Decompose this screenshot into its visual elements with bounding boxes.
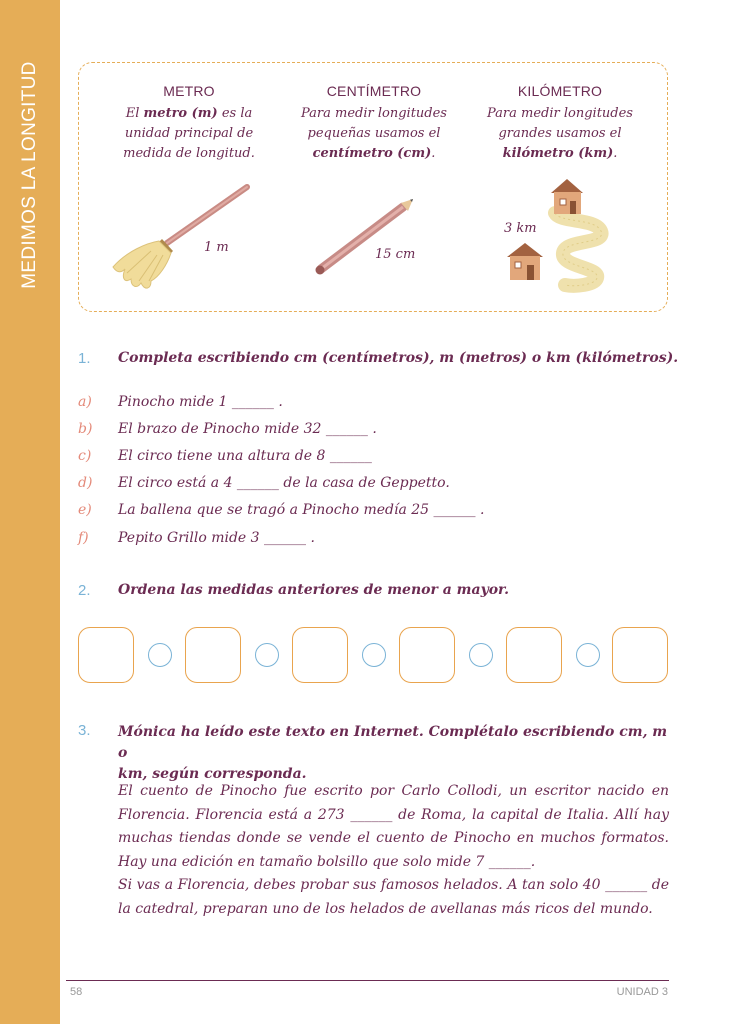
footer-divider: [66, 980, 669, 981]
broom-icon: [107, 181, 252, 296]
item-text: El circo tiene una altura de 8 ______: [118, 448, 372, 464]
question-3-number: 3.: [78, 722, 91, 739]
item-text: Pepito Grillo mide 3 ______ .: [118, 530, 315, 546]
answer-box[interactable]: [78, 627, 134, 683]
question-2-number: 2.: [78, 582, 91, 599]
centimetro-title: CENTÍMETRO: [326, 83, 422, 99]
kilometro-description: Para medir longitudes grandes usamos el kilómetro (km).: [487, 106, 633, 161]
reading-paragraph-1: El cuento de Pinocho fue escrito por Carlo Collodi, un escritor nacido en Florencia. Florencia está a 273 ______ de Roma, la capital de Italia. Allí hay muchas tiendas donde se vende el cuento de Pinocho en muchos formatos. Hay una edición en tamaño bolsillo que solo mide 7 ______.: [118, 783, 669, 870]
page-number: 58: [70, 986, 83, 998]
kilometro-column: [475, 83, 645, 164]
question-3-prompt: Mónica ha leído este texto en Internet. Complétalo escribiendo cm, m o km, según corresponda.: [118, 724, 668, 782]
centimetro-description: Para medir longitudes pequeñas usamos el centímetro (cm).: [301, 106, 447, 161]
reading-paragraph-2: Si vas a Florencia, debes probar sus famosos helados. A tan solo 40 ______ de la catedral, preparan uno de los helados de avellanas más ricos del mundo.: [118, 877, 669, 917]
kilometro-title: KILÓMETRO: [517, 83, 603, 99]
centimetro-image-label: 15 cm: [375, 247, 416, 262]
answer-box[interactable]: [612, 627, 668, 683]
question-1-number: 1.: [78, 350, 91, 367]
sidebar-title: MEDIMOS LA LONGITUD: [19, 61, 40, 289]
pencil-icon: [311, 195, 421, 280]
units-info-box: [78, 62, 668, 312]
reading-text: [118, 780, 669, 921]
question-2-prompt: Ordena las medidas anteriores de menor a mayor.: [118, 582, 510, 598]
answer-box[interactable]: [185, 627, 241, 683]
question-1-prompt: Completa escribiendo cm (centímetros), m (metros) o km (kilómetros).: [118, 350, 679, 366]
comparison-circle[interactable]: [362, 643, 386, 667]
unit-label: UNIDAD 3: [616, 986, 668, 998]
item-text: El circo está a 4 ______ de la casa de Geppetto.: [118, 475, 450, 491]
kilometro-image-label: 3 km: [504, 221, 537, 236]
comparison-circle[interactable]: [469, 643, 493, 667]
item-text: Pinocho mide 1 ______ .: [118, 394, 283, 410]
answer-box[interactable]: [506, 627, 562, 683]
answer-box[interactable]: [292, 627, 348, 683]
item-text: La ballena que se tragó a Pinocho medía 25 ______ .: [118, 502, 485, 518]
answer-box[interactable]: [399, 627, 455, 683]
comparison-circle[interactable]: [576, 643, 600, 667]
centimetro-column: [289, 83, 459, 164]
metro-image-label: 1 m: [204, 240, 229, 255]
comparison-circle[interactable]: [255, 643, 279, 667]
sidebar: [0, 0, 60, 1024]
comparison-circle[interactable]: [148, 643, 172, 667]
metro-column: [104, 83, 274, 164]
item-text: El brazo de Pinocho mide 32 ______ .: [118, 421, 377, 437]
metro-description: El metro (m) es la unidad principal de medida de longitud.: [123, 106, 255, 161]
metro-title: METRO: [163, 83, 215, 99]
